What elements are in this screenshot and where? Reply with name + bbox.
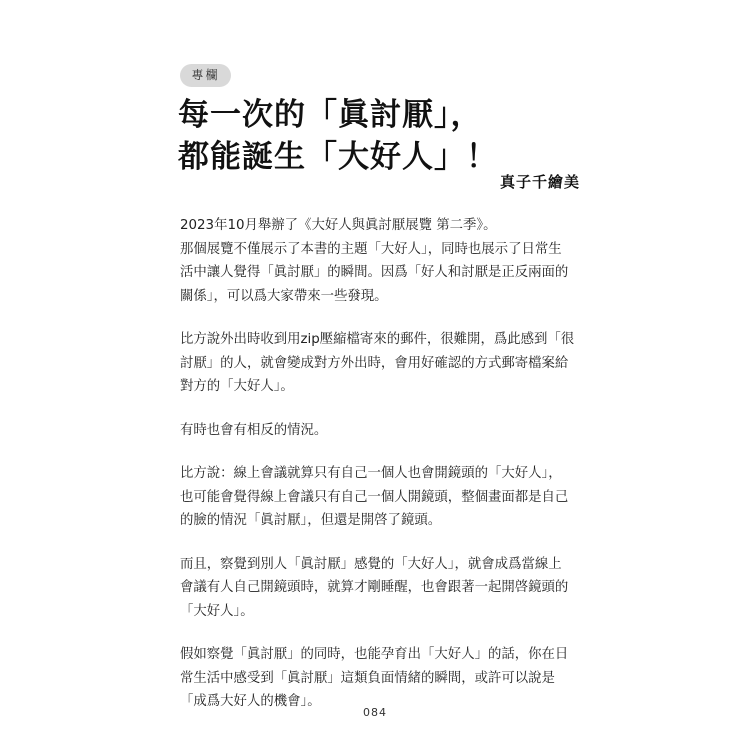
- title-line-1: 每一次的「眞討厭」，: [178, 97, 483, 133]
- title-line-2: 都能誕生「大好人」！: [178, 139, 498, 175]
- page-title: [178, 94, 498, 178]
- paragraph-line: 常生活中感受到「眞討厭」這類負面情緒的瞬間，或許可以說是: [180, 670, 555, 686]
- paragraph-line: 會議有人自己開鏡頭時，就算才剛睡醒，也會跟著一起開啓鏡頭的: [180, 580, 569, 595]
- paragraph-line: 而且，察覺到別人「眞討厭」感覺的「大好人」，就會成爲當線上: [180, 556, 562, 572]
- paragraph: [180, 462, 580, 533]
- paragraph-line: 「大好人」。: [180, 603, 254, 619]
- paragraph-line: 比方說外出時收到用zip壓縮檔寄來的郵件，很難開，爲此感到「很: [180, 332, 575, 347]
- paragraph-line: 關係」，可以爲大家帶來一些發現。: [180, 288, 388, 304]
- paragraph-line: 有時也會有相反的情況。: [180, 422, 328, 438]
- paragraph-line: 2023年10月舉辦了《大好人與眞討厭展覽 第二季》。: [180, 218, 497, 233]
- body-text: [180, 214, 580, 734]
- paragraph: [180, 419, 580, 443]
- paragraph: [180, 553, 580, 624]
- paragraph-line: 「成爲大好人的機會」。: [180, 694, 321, 709]
- column-badge: 專欄: [180, 64, 231, 87]
- paragraph-line: 活中讓人覺得「眞討厭」的瞬間。因爲「好人和討厭是正反兩面的: [180, 265, 569, 280]
- paragraph: [180, 214, 580, 308]
- paragraph-line: 討厭」的人，就會變成對方外出時，會用好確認的方式郵寄檔案給: [180, 355, 569, 371]
- paragraph-line: 假如察覺「眞討厭」的同時，也能孕育出「大好人」的話，你在日: [180, 647, 569, 662]
- paragraph-line: 的臉的情況「眞討厭」，但還是開啓了鏡頭。: [180, 513, 442, 528]
- paragraph-line: 對方的「大好人」。: [180, 379, 294, 394]
- paragraph: [180, 643, 580, 714]
- paragraph-line: 比方說：線上會議就算只有自己一個人也會開鏡頭的「大好人」，: [180, 466, 562, 481]
- page-number: 084: [363, 706, 387, 719]
- paragraph-line: 也可能會覺得線上會議只有自己一個人開鏡頭，整個畫面都是自己: [180, 489, 569, 505]
- paragraph: [180, 328, 580, 399]
- paragraph-line: 那個展覽不僅展示了本書的主題「大好人」，同時也展示了日常生: [180, 241, 562, 257]
- author-name: 真子千繪美: [499, 173, 580, 191]
